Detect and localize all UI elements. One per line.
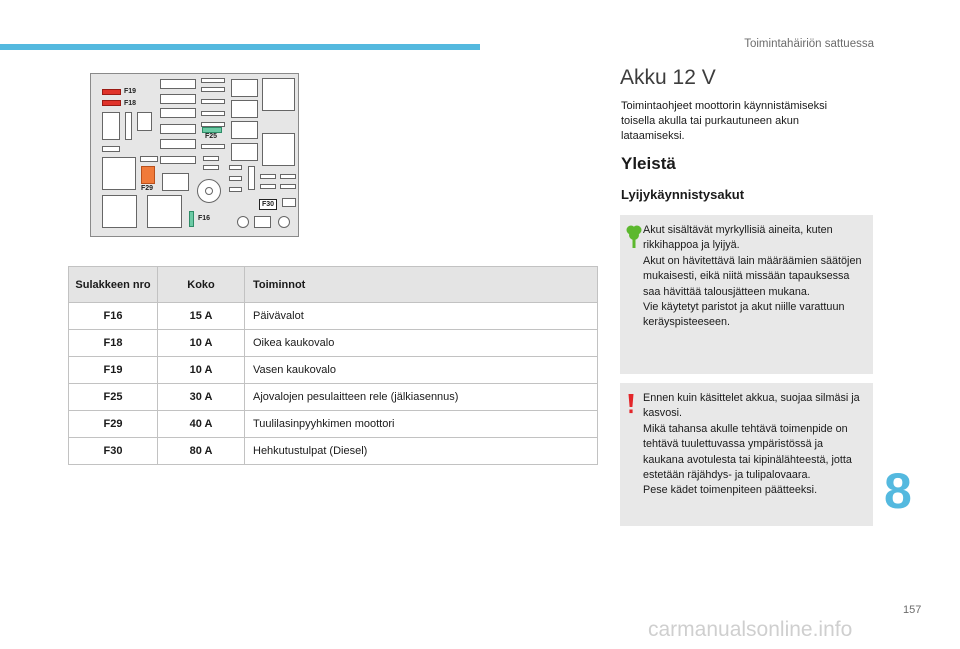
eco-note-line: Akut sisältävät myrkyllisiä aineita, kuten rikkihappoa ja lyijyä. [643,224,833,252]
fuse-f29 [141,166,155,184]
fuse-function: Tuulilasinpyyhkimen moottori [245,411,598,438]
fuse-slot [201,87,225,92]
fuse-number: F18 [69,330,158,357]
fuse-slot [280,184,296,189]
eco-note-line: Akut on hävitettävä lain määräämien säätöjen mukaisesti, eikä niitä missään tapauksessa saa hävittää talousjätteen mukana. [643,254,862,298]
table-row [69,303,598,330]
fuse-slot [260,184,276,189]
eco-note [620,215,873,374]
fuse-size: 10 A [158,357,245,384]
fuse-slot [201,111,225,116]
subsection-heading: Lyijykäynnistysakut [621,187,745,202]
round-connector [237,216,249,228]
fuse-slot [248,166,255,190]
eco-tree-icon [626,224,642,248]
round-connector [278,216,290,228]
fuse-slot [102,146,120,152]
fuse-label-f19: F19 [124,88,137,95]
warning-note-line: Pese kädet toimenpiteen päätteeksi. [643,484,818,497]
relay-slot [231,143,258,161]
header-number: Sulakkeen nro [69,267,158,303]
relay-slot [231,100,258,118]
fuse-slot [280,174,296,179]
fuse-slot [203,156,219,161]
fuse-label-f29: F29 [141,185,154,192]
fuse-number: F25 [69,384,158,411]
fuse-size: 15 A [158,303,245,330]
relay-block [102,195,137,228]
relay-block [102,157,136,190]
fuse-label-f30: F30 [259,199,277,210]
fuse-label-f18: F18 [124,100,137,107]
warning-note-line: Mikä tahansa akulle tehtävä toimenpide on tehtävä tuulettuvassa ympäristössä ja kaukana avotulesta tai kipinälähteestä, jotta estetään räjähdys- ja tulipalovaara. [643,422,852,482]
relay-slot [102,112,120,140]
intro-text: Toimintaohjeet moottorin käynnistämiseksi toisella akulla tai purkautuneen akun lataamiseksi. [621,100,828,142]
table-row [69,384,598,411]
relay-slot [137,112,152,131]
round-connector-center [205,187,213,195]
relay-slot [231,79,258,97]
fuse-label-f25: F25 [205,133,218,140]
page-title: Akku 12 V [620,66,716,89]
relay-block [262,78,295,111]
header-accent-bar [0,44,480,50]
fuse-number: F19 [69,357,158,384]
fuse-function: Ajovalojen pesulaitteen rele (jälkiasennus) [245,384,598,411]
fuse-number: F29 [69,411,158,438]
fuse-function: Oikea kaukovalo [245,330,598,357]
fuse-label-f16: F16 [198,215,211,222]
fuse-slot [201,99,225,104]
eco-note-line: Vie käytetyt paristot ja akut niille varattuun keräyspisteeseen. [643,301,845,329]
table-row [69,411,598,438]
fuse-function: Hehkutustulpat (Diesel) [245,438,598,465]
fuse-slot [160,139,196,149]
relay-block [262,133,295,166]
fuse-slot [229,165,242,170]
fuse-slot [201,144,225,149]
fuse-slot [140,156,158,162]
fuse-f19 [102,89,121,95]
fuse-size: 30 A [158,384,245,411]
relay-slot [231,121,258,139]
fuse-slot [282,198,296,207]
relay-slot [162,173,189,191]
relay-block [147,195,182,228]
fuse-slot [160,156,196,164]
warning-note-line: Ennen kuin käsittelet akkua, suojaa silmäsi ja kasvosi. [643,392,860,420]
fuse-f16 [189,211,194,227]
section-title: Toimintahäiriön sattuessa [744,38,874,50]
fuse-number: F16 [69,303,158,330]
fuse-box-diagram [90,73,299,237]
fuse-slot [201,78,225,83]
fuse-function: Vasen kaukovalo [245,357,598,384]
table-row [69,438,598,465]
table-row [69,357,598,384]
fuse-slot [160,124,196,134]
warning-exclamation-icon [626,393,636,415]
fuse-slot [125,112,132,140]
fuse-slot [254,216,271,228]
page-number: 157 [903,604,922,616]
section-heading: Yleistä [621,154,676,173]
fuse-f18 [102,100,121,106]
fuse-slot [260,174,276,179]
fuse-slot [203,165,219,170]
fuse-size: 80 A [158,438,245,465]
warning-note [620,383,873,526]
fuse-size: 40 A [158,411,245,438]
header-size: Koko [158,267,245,303]
chapter-number: 8 [884,463,912,519]
header-functions: Toiminnot [245,267,598,303]
fuse-size: 10 A [158,330,245,357]
watermark: carmanualsonline.info [648,618,853,641]
fuse-slot [229,176,242,181]
table-row [69,330,598,357]
fuse-slot [229,187,242,192]
fuse-table [68,266,598,465]
fuse-function: Päivävalot [245,303,598,330]
fuse-slot [160,108,196,118]
fuse-slot [160,79,196,89]
fuse-number: F30 [69,438,158,465]
fuse-slot [160,94,196,104]
